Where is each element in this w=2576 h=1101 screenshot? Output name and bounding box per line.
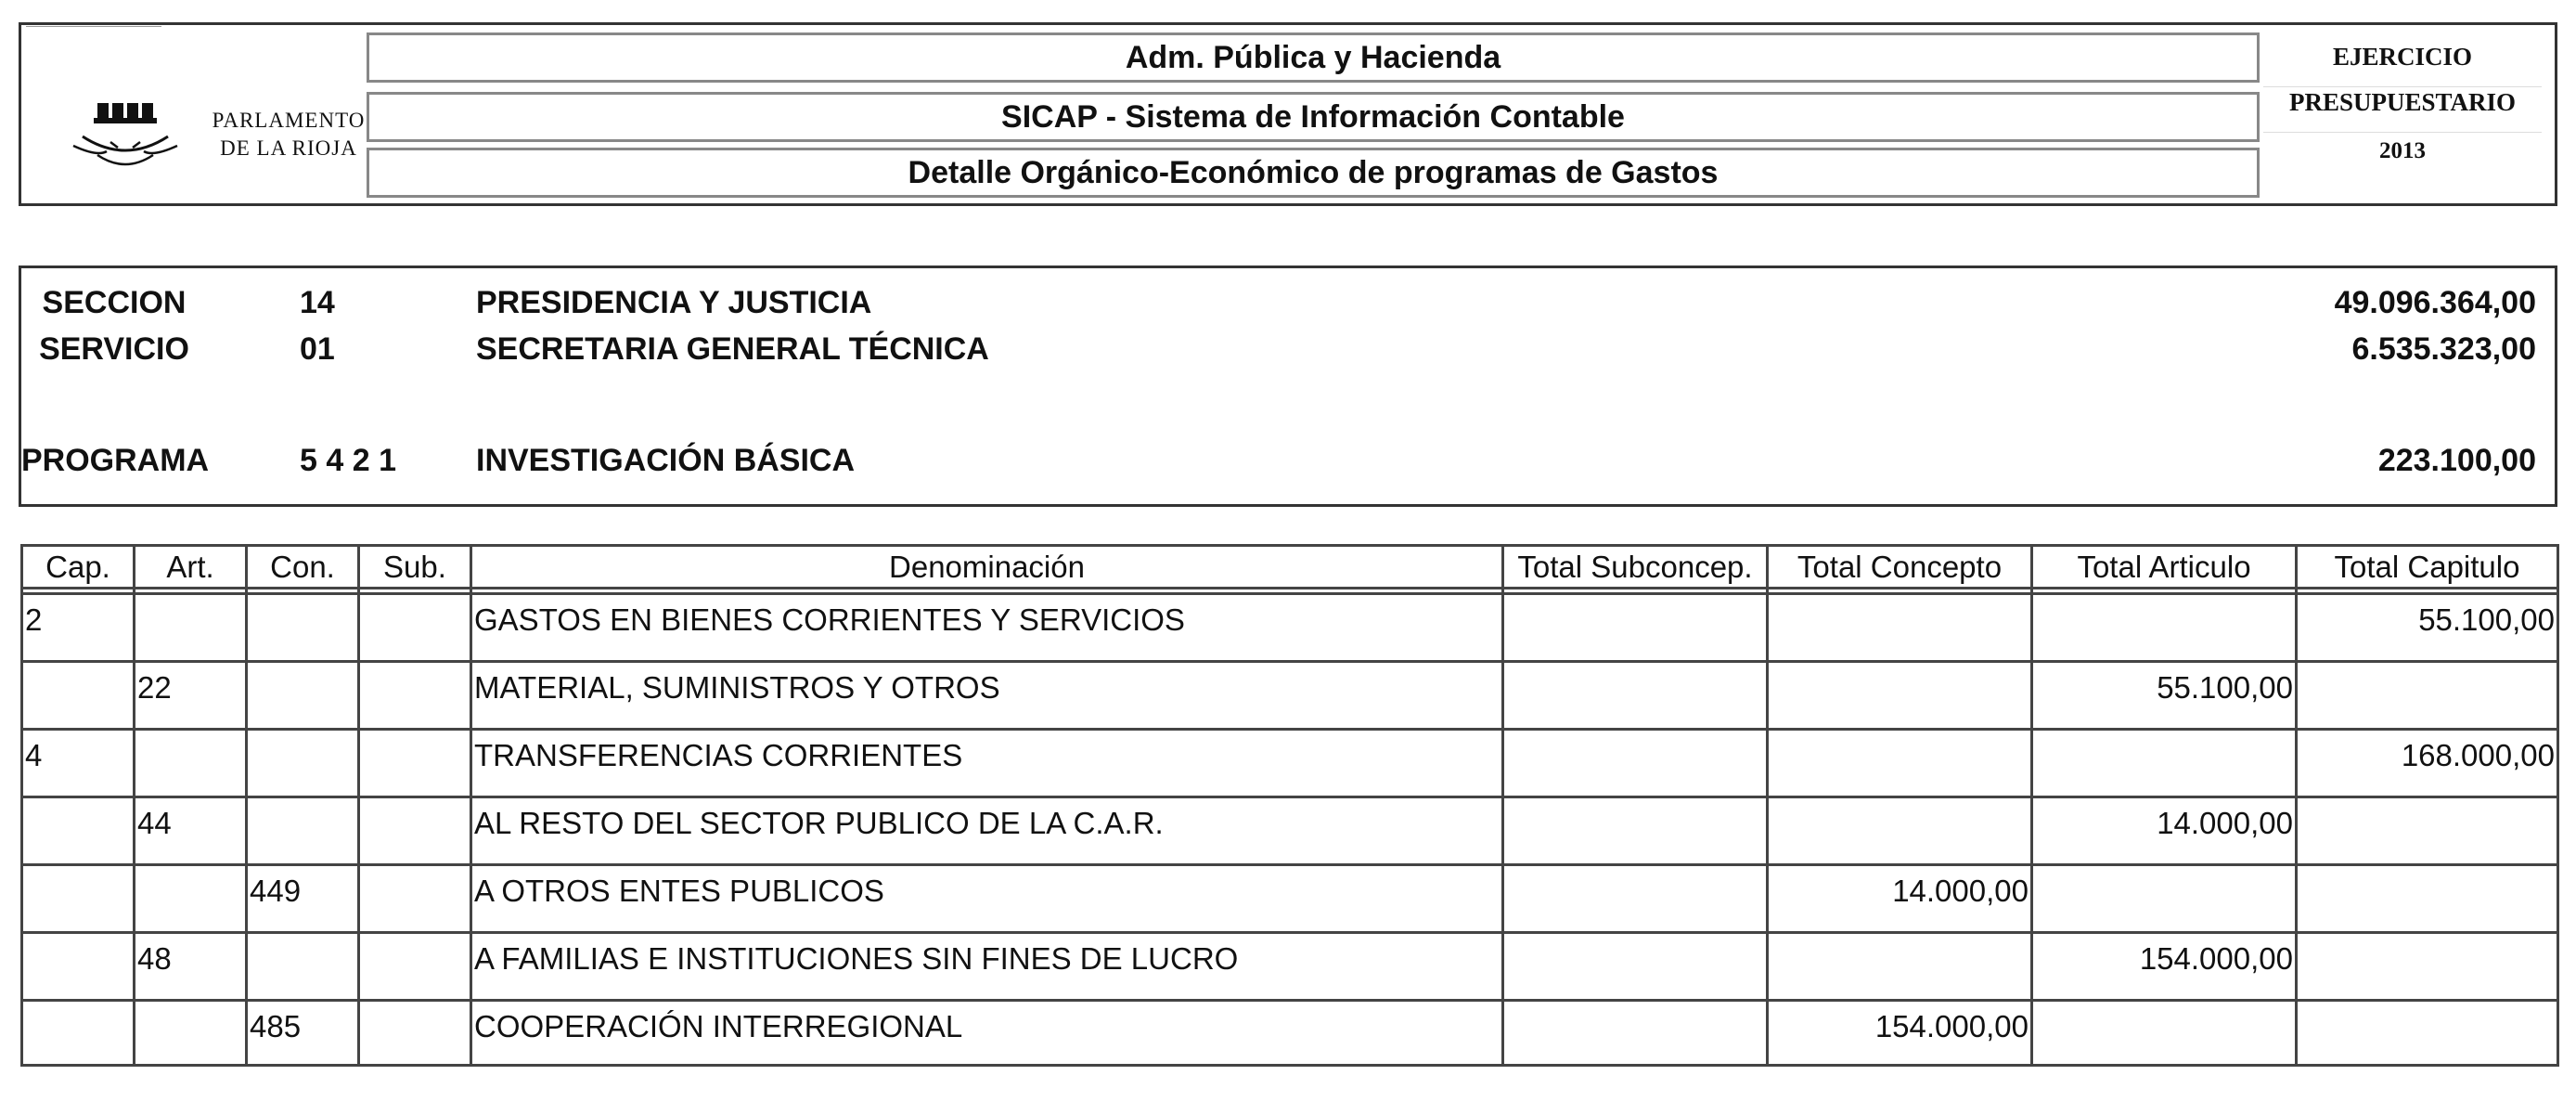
cell-denominacion: MATERIAL, SUMINISTROS Y OTROS	[470, 660, 1501, 728]
cell-cap	[20, 931, 133, 999]
cell-sub	[357, 592, 470, 660]
cell-total-articulo: 154.000,00	[2030, 931, 2295, 999]
cell-total-capitulo	[2295, 863, 2559, 931]
col-total-concepto: Total Concepto	[1766, 544, 2030, 587]
parliament-emblem-icon	[70, 99, 181, 183]
cell-total-subconcepto	[1501, 796, 1766, 863]
cell-sub	[357, 931, 470, 999]
cell-art	[133, 999, 245, 1067]
cell-con	[245, 796, 357, 863]
cell-total-capitulo	[2295, 931, 2559, 999]
cell-total-articulo	[2030, 863, 2295, 931]
parliament-name	[196, 107, 381, 162]
seccion-label: SECCION	[42, 285, 187, 320]
cell-total-capitulo: 55.100,00	[2295, 592, 2559, 660]
cell-art	[133, 728, 245, 796]
cell-sub	[357, 796, 470, 863]
col-total-subconcepto: Total Subconcep.	[1501, 544, 1766, 587]
cell-total-capitulo: 168.000,00	[2295, 728, 2559, 796]
cell-cap	[20, 999, 133, 1067]
servicio-row	[21, 326, 2555, 372]
seccion-row	[21, 279, 2555, 326]
cell-denominacion: AL RESTO DEL SECTOR PUBLICO DE LA C.A.R.	[470, 796, 1501, 863]
table-row	[20, 592, 2559, 660]
cell-cap: 4	[20, 728, 133, 796]
cell-total-concepto	[1766, 931, 2030, 999]
table-header-row	[20, 544, 2559, 587]
cell-denominacion: COOPERACIÓN INTERREGIONAL	[470, 999, 1501, 1067]
cell-cap	[20, 863, 133, 931]
fiscal-year-label-1: EJERCICIO	[2263, 42, 2542, 87]
programa-code: 5 4 2 1	[300, 443, 396, 478]
cell-sub	[357, 863, 470, 931]
cell-total-concepto	[1766, 728, 2030, 796]
cell-sub	[357, 728, 470, 796]
cell-art: 44	[133, 796, 245, 863]
cell-total-subconcepto	[1501, 999, 1766, 1067]
cell-total-subconcepto	[1501, 592, 1766, 660]
cell-total-articulo	[2030, 999, 2295, 1067]
servicio-label: SERVICIO	[39, 331, 189, 367]
cell-art	[133, 592, 245, 660]
cell-total-subconcepto	[1501, 931, 1766, 999]
cell-art: 22	[133, 660, 245, 728]
col-sub: Sub.	[357, 544, 470, 587]
table-row	[20, 863, 2559, 931]
program-info	[19, 266, 2557, 507]
col-con: Con.	[245, 544, 357, 587]
col-total-articulo: Total Articulo	[2030, 544, 2295, 587]
report-header	[19, 22, 2557, 206]
servicio-amount: 6.535.323,00	[2351, 331, 2536, 367]
cell-total-concepto: 14.000,00	[1766, 863, 2030, 931]
cell-cap: 2	[20, 592, 133, 660]
cell-con	[245, 728, 357, 796]
cell-art	[133, 863, 245, 931]
cell-total-concepto: 154.000,00	[1766, 999, 2030, 1067]
cell-total-articulo	[2030, 728, 2295, 796]
cell-total-capitulo	[2295, 999, 2559, 1067]
cell-denominacion: A FAMILIAS E INSTITUCIONES SIN FINES DE LUCRO	[470, 931, 1501, 999]
cell-total-subconcepto	[1501, 863, 1766, 931]
cell-con	[245, 660, 357, 728]
programa-name: INVESTIGACIÓN BÁSICA	[476, 443, 856, 478]
servicio-code: 01	[300, 331, 335, 367]
parliament-name-line1: PARLAMENTO	[212, 109, 366, 132]
report-title: Detalle Orgánico-Económico de programas de Gastos	[367, 148, 2260, 198]
system-title: SICAP - Sistema de Información Contable	[367, 92, 2260, 142]
cell-total-articulo: 55.100,00	[2030, 660, 2295, 728]
department-title: Adm. Pública y Hacienda	[367, 32, 2260, 83]
table-row	[20, 728, 2559, 796]
fiscal-year-block	[2263, 42, 2542, 170]
parliament-logo	[49, 99, 365, 192]
expense-detail-table	[20, 544, 2559, 1067]
seccion-amount: 49.096.364,00	[2334, 285, 2536, 320]
cell-denominacion: A OTROS ENTES PUBLICOS	[470, 863, 1501, 931]
cell-total-articulo: 14.000,00	[2030, 796, 2295, 863]
col-art: Art.	[133, 544, 245, 587]
seccion-code: 14	[300, 285, 335, 320]
cell-total-concepto	[1766, 796, 2030, 863]
fiscal-year-label-2: PRESUPUESTARIO	[2263, 87, 2542, 133]
cell-cap	[20, 660, 133, 728]
cell-total-capitulo	[2295, 796, 2559, 863]
fiscal-year-value: 2013	[2379, 138, 2426, 163]
cell-sub	[357, 660, 470, 728]
programa-row	[21, 437, 2555, 484]
table-row	[20, 931, 2559, 999]
cell-con: 449	[245, 863, 357, 931]
cell-con: 485	[245, 999, 357, 1067]
col-denominacion: Denominación	[470, 544, 1501, 587]
cell-con	[245, 931, 357, 999]
table-row	[20, 796, 2559, 863]
parliament-name-line2: DE LA RIOJA	[220, 136, 357, 160]
cell-denominacion: TRANSFERENCIAS CORRIENTES	[470, 728, 1501, 796]
cell-con	[245, 592, 357, 660]
programa-amount: 223.100,00	[2377, 443, 2536, 478]
cell-total-articulo	[2030, 592, 2295, 660]
servicio-name: SECRETARIA GENERAL TÉCNICA	[476, 331, 989, 367]
col-total-capitulo: Total Capitulo	[2295, 544, 2559, 587]
cell-denominacion: GASTOS EN BIENES CORRIENTES Y SERVICIOS	[470, 592, 1501, 660]
cell-sub	[357, 999, 470, 1067]
cell-total-capitulo	[2295, 660, 2559, 728]
table-row	[20, 660, 2559, 728]
col-cap: Cap.	[20, 544, 133, 587]
cell-total-subconcepto	[1501, 728, 1766, 796]
cell-cap	[20, 796, 133, 863]
cell-total-concepto	[1766, 592, 2030, 660]
cell-total-subconcepto	[1501, 660, 1766, 728]
table-row	[20, 999, 2559, 1067]
cell-art: 48	[133, 931, 245, 999]
seccion-name: PRESIDENCIA Y JUSTICIA	[476, 285, 872, 320]
cell-total-concepto	[1766, 660, 2030, 728]
programa-label: PROGRAMA	[21, 443, 210, 478]
